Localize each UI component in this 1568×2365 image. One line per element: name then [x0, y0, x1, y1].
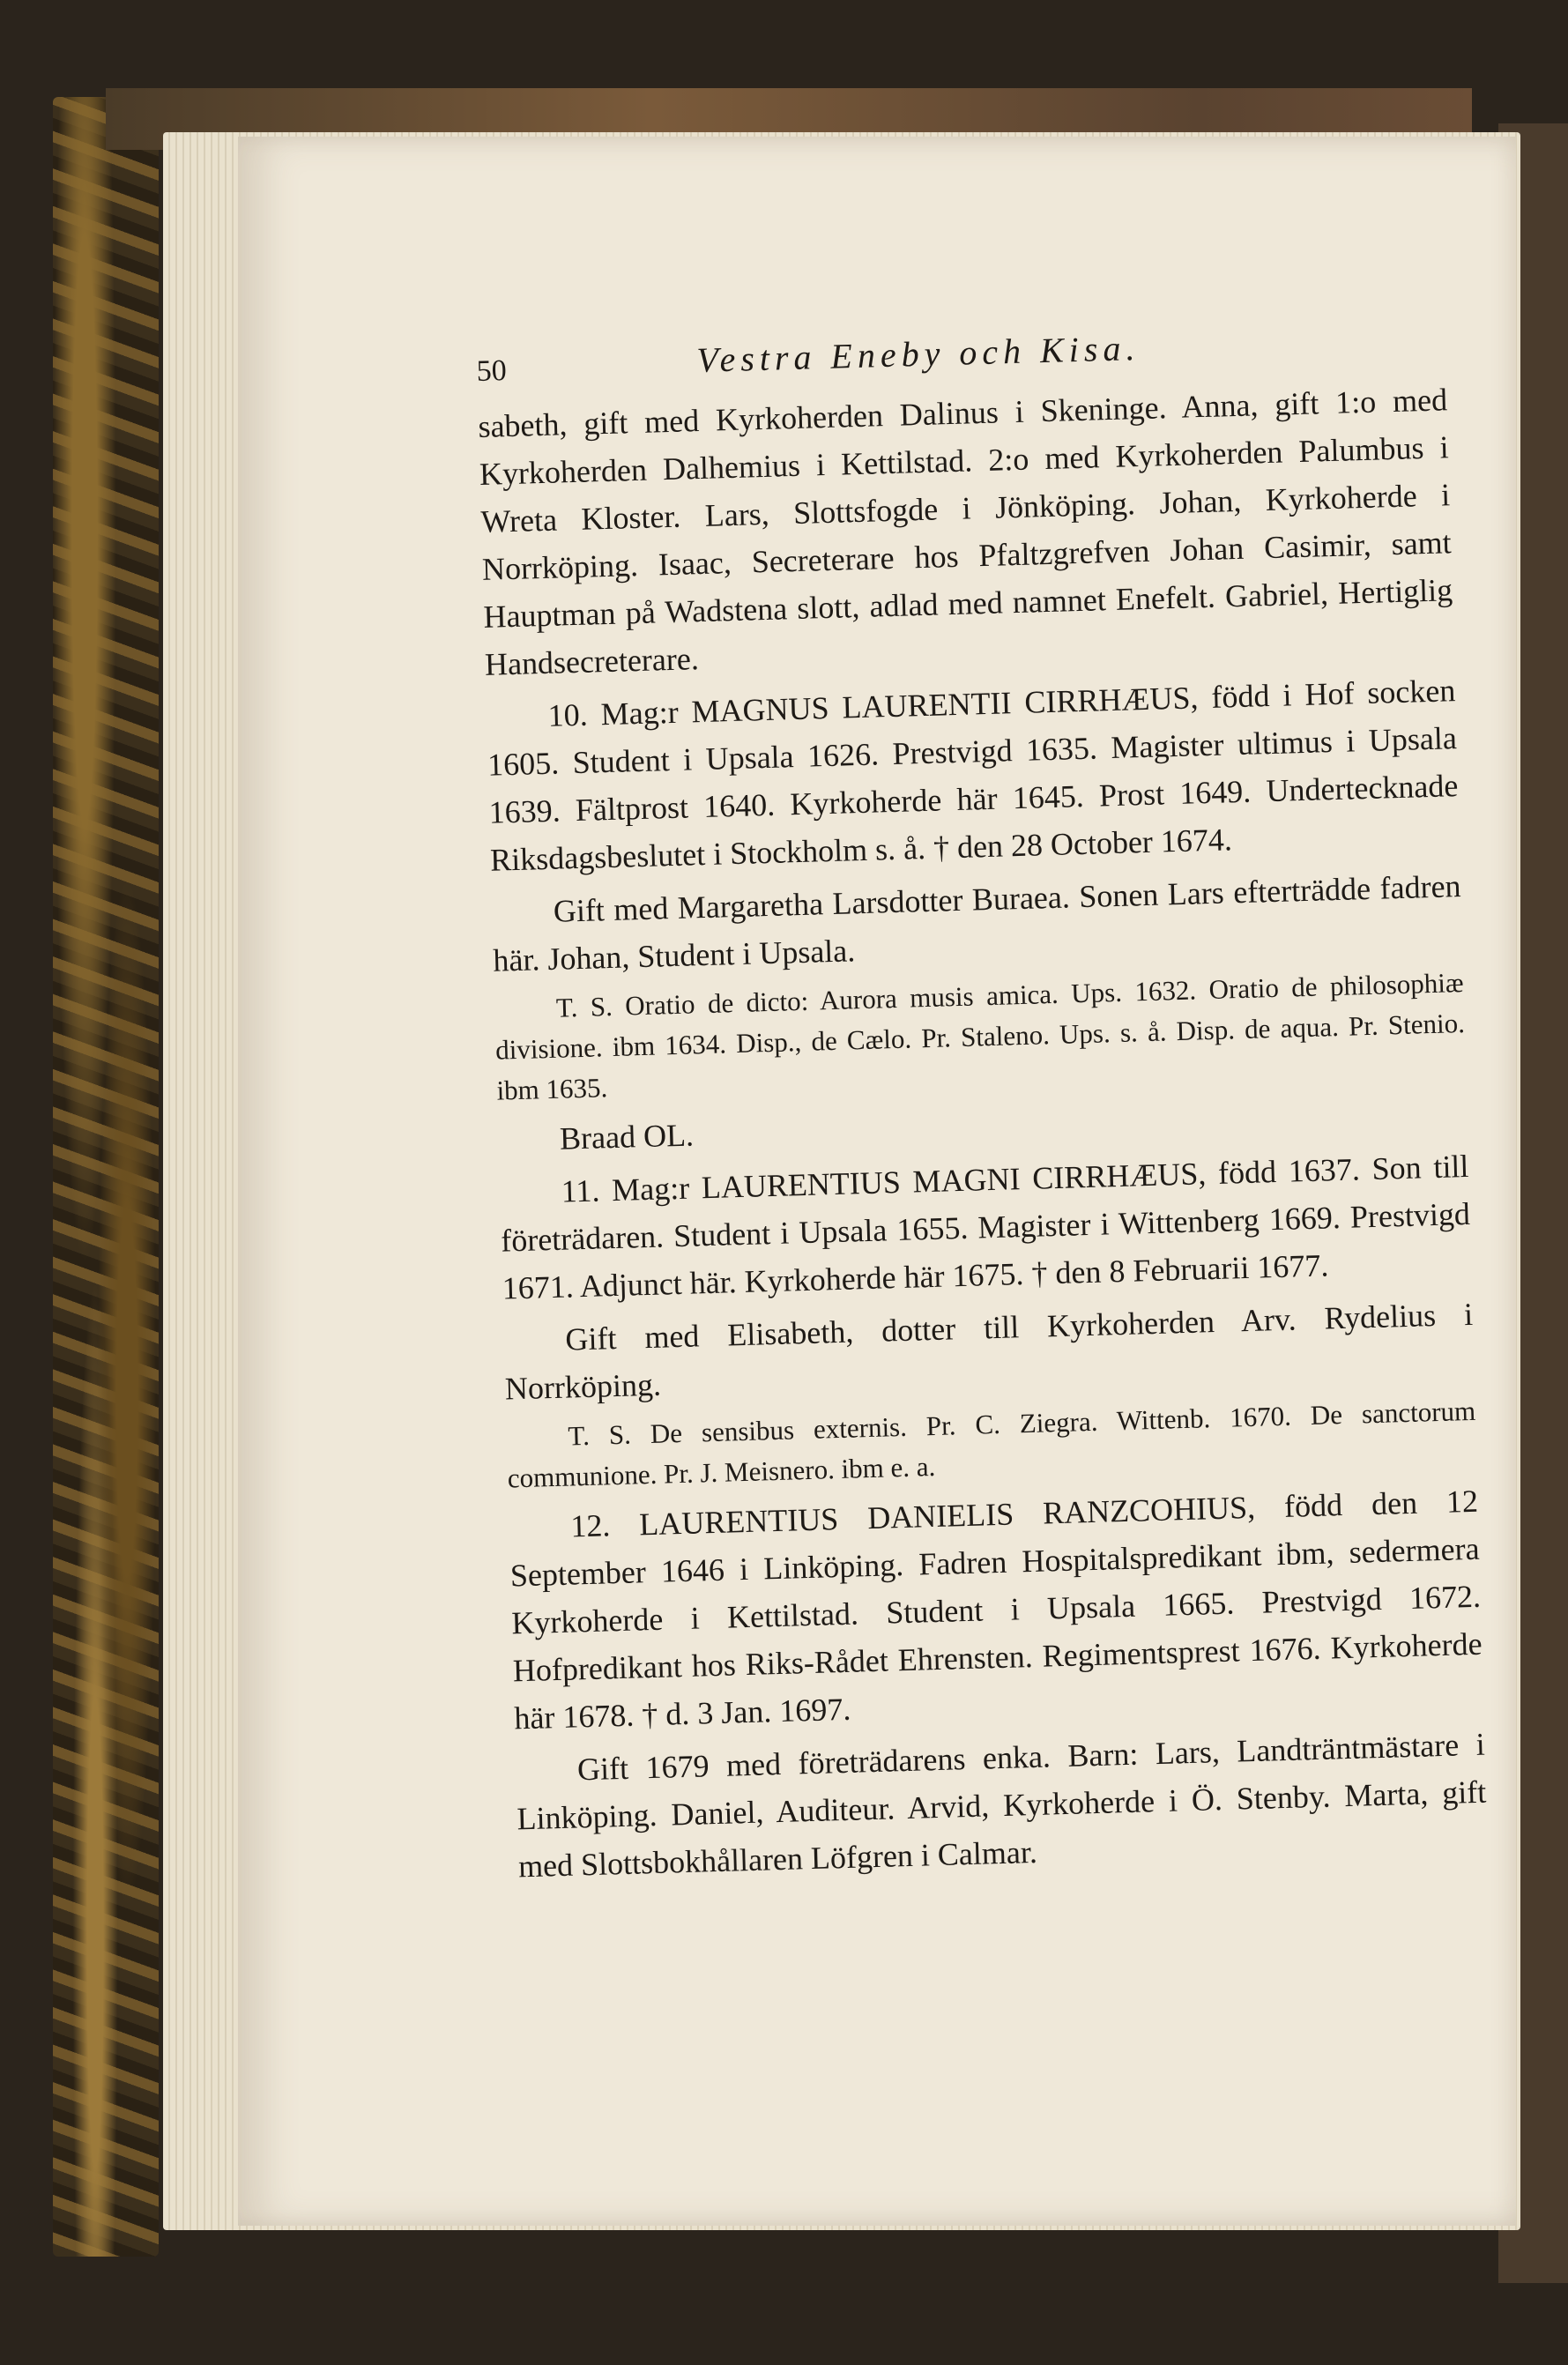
paragraph-continuation: sabeth, gift med Kyrkoherden Dalinus i Skeninge. Anna, gift 1:o med Kyrkoherden Dalhemius i Kettilstad. 2:o med Kyrkoherden Palumbus i Wreta Kloster. Lars, Slottsfogde i Jönköping. Johan, Kyrkoherde i Norrköping. Isaac, Secreterare hos Pfaltzgrefven Johan Casimir, samt Hauptman på Wadstena slott, adlad med namnet Enefelt. Gabriel, Hertiglig Handsecreterare.	[477, 382, 1453, 682]
paragraph-entry-10: 10. Mag:r MAGNUS LAURENTII CIRRHÆUS, född i Hof socken 1605. Student i Upsala 1626. Prestvigd 1635. Magister ultimus i Upsala 1639. Fältprost 1640. Kyrkoherde här 1645. Prost 1649. Undertecknade Riksdagsbeslutet i Stockholm s. å. † den 28 October 1674.	[487, 673, 1459, 878]
paragraph-reference: Braad OL.	[559, 1117, 695, 1156]
paragraph-works-11: T. S. De sensibus externis. Pr. C. Ziegra. Wittenb. 1670. De sanctorum communione. Pr. J. Meisnero. ibm e. a.	[507, 1394, 1476, 1494]
paragraph-entry-12: 12. LAURENTIUS DANIELIS RANZCOHIUS, född den 12 September 1646 i Linköping. Fadren Hospitalspredikant ibm, sedermera Kyrkoherde i Kettilstad. Student i Upsala 1665. Prestvigd 1672. Hofpredikant hos Riks-Rådet Ehrensten. Regimentsprest 1676. Kyrkoherde här 1678. † d. 3 Jan. 1697.	[509, 1483, 1483, 1737]
paragraph-works-10: T. S. Oratio de dicto: Aurora musis amica. Ups. 1632. Oratio de philosophiæ divisione. ibm 1634. Disp., de Cælo. Pr. Staleno. Ups. s. å. Disp. de aqua. Pr. Stenio. ibm 1635.	[494, 967, 1466, 1106]
book-binding	[53, 97, 159, 2257]
running-title: Vestra Eneby och Kisa.	[695, 327, 1141, 381]
page-text	[476, 321, 1488, 1890]
paragraph-marriage-12: Gift 1679 med företrädarens enka. Barn: Lars, Landträntmästare i Linköping. Daniel, Auditeur. Arvid, Kyrkoherde i Ö. Stenby. Marta, gift med Slottsbokhållaren Löfgren i Calmar.	[516, 1726, 1487, 1885]
paragraph-marriage-11: Gift med Elisabeth, dotter till Kyrkoherden Arv. Rydelius i Norrköping.	[504, 1296, 1474, 1407]
page-number: 50	[476, 354, 508, 388]
paragraph-marriage-10: Gift med Margaretha Larsdotter Buraea. Sonen Lars efterträdde fadren här. Johan, Student i Upsala.	[492, 868, 1462, 978]
paragraph-entry-11: 11. Mag:r LAURENTIUS MAGNI CIRRHÆUS, född 1637. Son till företrädaren. Student i Upsala 1655. Magister i Wittenberg 1669. Prestvigd 1671. Adjunct här. Kyrkoherde här 1675. † den 8 Februarii 1677.	[500, 1148, 1471, 1306]
